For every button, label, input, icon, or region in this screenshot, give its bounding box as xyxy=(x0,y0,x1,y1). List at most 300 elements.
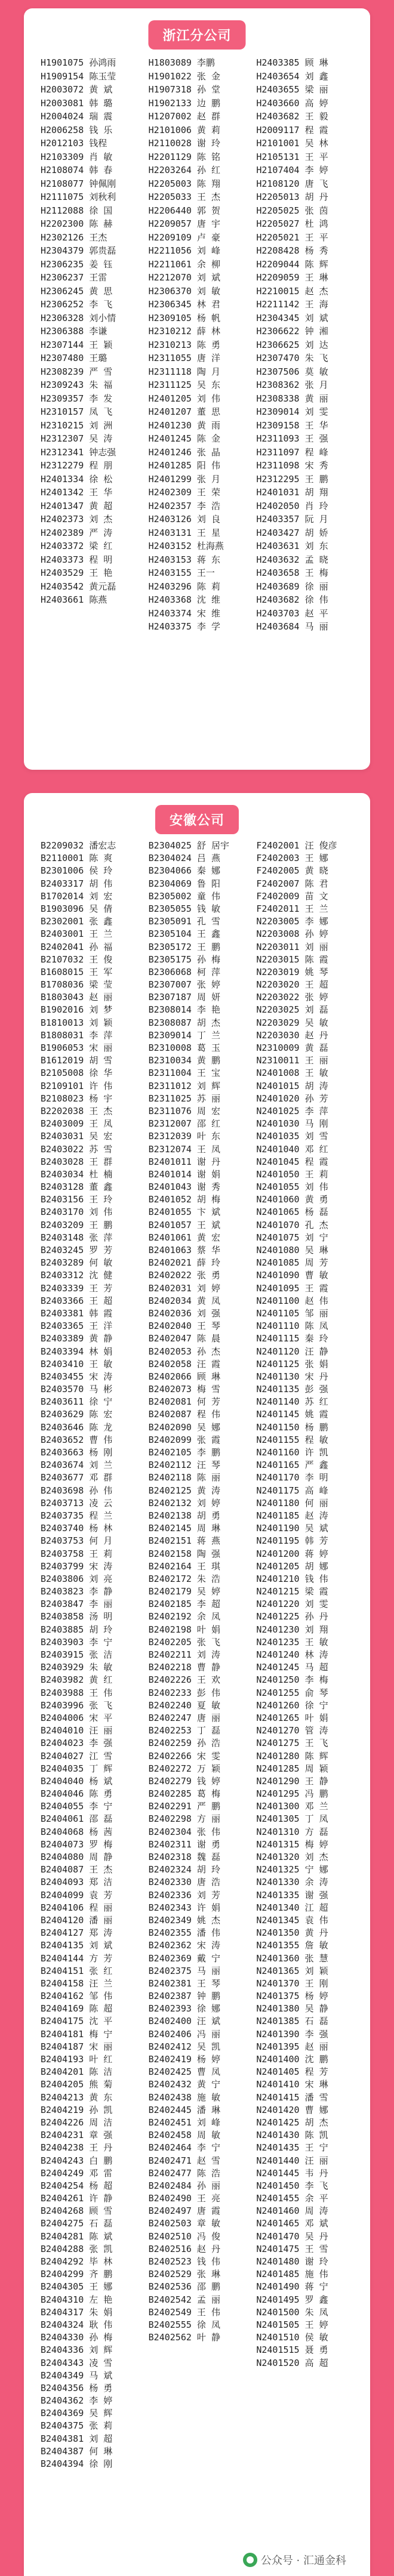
employee-entry: N2401090 曹 敏 xyxy=(256,1270,328,1281)
employee-entry: N2401040 邓 红 xyxy=(256,1143,328,1155)
employee-entry: B2402172 朱 浩 xyxy=(148,1573,220,1584)
employee-entry: B2404120 潘 丽 xyxy=(41,1914,113,1926)
employee-entry: B2308014 李 艳 xyxy=(148,1004,220,1016)
employee-entry: H2012103 钱程 xyxy=(41,138,107,149)
employee-entry: B2402192 余 凤 xyxy=(148,1611,220,1622)
employee-entry: B2402158 陶 强 xyxy=(148,1548,220,1559)
employee-entry: N2401140 苏 红 xyxy=(256,1396,328,1408)
employee-entry: N2401120 汪 静 xyxy=(256,1346,328,1357)
employee-entry: B2304066 秦 娜 xyxy=(148,865,220,877)
employee-entry: N2401080 吴 琳 xyxy=(256,1245,328,1255)
employee-entry: B2402259 孙 浩 xyxy=(148,1738,220,1749)
employee-entry: B2109101 许 伟 xyxy=(41,1080,113,1091)
employee-entry: N2401190 吴 斌 xyxy=(256,1523,328,1534)
employee-entry: B2404061 邵 磊 xyxy=(41,1813,113,1825)
employee-entry: N2401125 张 娟 xyxy=(256,1358,328,1369)
employee-entry: H2401245 陈 金 xyxy=(148,433,220,444)
employee-entry: H2402309 王 荣 xyxy=(148,487,220,498)
employee-entry: B2403365 王 洋 xyxy=(41,1321,113,1332)
employee-entry: H2211056 刘 峰 xyxy=(148,245,220,256)
employee-entry: H2311125 吴 东 xyxy=(148,380,220,390)
employee-entry: N2401340 江 超 xyxy=(256,1902,328,1913)
employee-entry: H2101001 吴 林 xyxy=(256,138,328,149)
employee-entry: N2401520 高 超 xyxy=(256,2357,328,2368)
employee-entry: B2403646 陈 龙 xyxy=(41,1421,113,1433)
employee-entry: B2108023 杨 宇 xyxy=(41,1093,113,1104)
employee-entry: B2403758 王 莉 xyxy=(41,1548,113,1559)
employee-entry: N2203005 李 娜 xyxy=(256,916,328,927)
employee-entry: H2009117 程 霞 xyxy=(256,124,328,135)
employee-entry: H2402373 刘 杰 xyxy=(41,514,113,525)
employee-entry: B2402400 汪 斌 xyxy=(148,2016,220,2027)
employee-entry: B2404317 朱 娟 xyxy=(41,2306,113,2318)
employee-entry: N2401250 李 梅 xyxy=(256,1674,328,1686)
employee-entry: H2403542 黄元磊 xyxy=(41,581,116,592)
employee-entry: B1803043 赵 丽 xyxy=(41,992,113,1003)
wechat-icon xyxy=(243,2553,257,2567)
employee-entry: B1906053 宋 丽 xyxy=(41,1042,113,1053)
employee-entry xyxy=(149,2445,246,2458)
employee-entry: B2402073 梅 雪 xyxy=(148,1384,220,1395)
employee-entry: H2306370 刘 敏 xyxy=(148,285,220,297)
employee-entry: B2403394 林 娟 xyxy=(41,1346,113,1357)
employee-entry: N2401050 王 莉 xyxy=(256,1168,328,1180)
employee-entry: B2402105 李 鹏 xyxy=(148,1447,220,1458)
employee-entry: H2312279 程 朋 xyxy=(41,460,113,471)
employee-entry: H2311118 陶 月 xyxy=(148,366,220,377)
employee-entry xyxy=(149,2382,246,2395)
employee-entry xyxy=(149,2407,246,2420)
watermark-text: 公众号 · 汇通金科 xyxy=(260,2555,346,2567)
employee-entry: B2209032 潘宏志 xyxy=(41,840,116,851)
employee-entry: B2404288 张 凯 xyxy=(41,2243,113,2254)
employee-entry xyxy=(149,2433,246,2445)
employee-entry: H2403684 马 丽 xyxy=(256,621,328,632)
employee-entry: H2205003 陈 翔 xyxy=(148,178,220,189)
employee-entry: H2208428 杨 秀 xyxy=(256,245,328,256)
employee-entry: N2401210 钱 伟 xyxy=(256,1573,328,1584)
employee-entry: B2402432 黄 宁 xyxy=(148,2079,220,2090)
employee-entry: H2110028 谢 玲 xyxy=(148,138,220,149)
employee-entry: B2311025 苏 丽 xyxy=(148,1093,220,1104)
employee-entry: B2404231 章 强 xyxy=(41,2130,113,2141)
employee-entry: B2404213 黄 东 xyxy=(41,2091,113,2103)
employee-entry: B2404336 刘 辉 xyxy=(41,2344,113,2356)
employee-entry: B2404080 周 静 xyxy=(41,1852,113,1862)
employee-entry: B2402031 刘 婷 xyxy=(148,1282,220,1294)
employee-entry: N2401230 刘 翔 xyxy=(256,1624,328,1635)
employee-entry: H2205021 王 平 xyxy=(256,232,328,243)
employee-entry: N2401430 陈 凯 xyxy=(256,2130,328,2141)
employee-entry: N2401185 赵 涛 xyxy=(256,1510,328,1521)
employee-entry: H1907318 孙 堂 xyxy=(148,84,220,95)
employee-entry: B2402090 吴 娜 xyxy=(148,1421,220,1433)
employee-entry: H2403529 王 艳 xyxy=(41,567,113,578)
employee-entry: N2401485 施 伟 xyxy=(256,2269,328,2280)
employee-entry: H2403155 王一 xyxy=(148,567,215,578)
employee-entry: H2403373 程 明 xyxy=(41,554,113,565)
employee-entry: N2401355 詹 敏 xyxy=(256,1940,328,1951)
employee-entry: B2402451 刘 峰 xyxy=(148,2117,220,2128)
employee-entry: B2402536 邵 鹏 xyxy=(148,2281,220,2293)
employee-entry: H2312295 王 鹏 xyxy=(256,473,328,485)
employee-entry: H2205033 王 杰 xyxy=(148,192,220,202)
employee-entry: B2403381 韩 霞 xyxy=(41,1307,113,1319)
employee-entry: B2402053 孙 杰 xyxy=(148,1346,220,1357)
employee-entry: H2205027 杜 鸿 xyxy=(256,218,328,229)
employee-entry: B2404381 刘 超 xyxy=(41,2433,113,2444)
employee-entry xyxy=(149,2395,246,2407)
employee-entry: N2203029 吴 敏 xyxy=(256,1017,328,1028)
employee-entry: B2402529 张 琳 xyxy=(148,2269,220,2280)
employee-entry: B2307187 周 妍 xyxy=(148,992,220,1003)
employee-entry: B2403663 杨 刚 xyxy=(41,1447,113,1458)
employee-entry: N2401235 王 敏 xyxy=(256,1636,328,1648)
employee-entry: H2401347 黄 超 xyxy=(41,500,113,511)
employee-entry: H2403703 赵 平 xyxy=(256,607,328,619)
employee-entry: B2403713 凌 云 xyxy=(41,1497,113,1508)
employee-entry: N2401045 程 霞 xyxy=(256,1156,328,1167)
employee-entry: N2401075 刘 宁 xyxy=(256,1232,328,1243)
employee-entry: B2402549 王 伟 xyxy=(148,2306,220,2318)
employee-entry: B2403847 李 丽 xyxy=(41,1599,113,1610)
employee-entry: B1810013 刘 颖 xyxy=(41,1017,113,1028)
employee-entry: H2004024 瑞 震 xyxy=(41,111,113,122)
employee-entry: B2402304 张 伟 xyxy=(148,1826,220,1837)
employee-entry: B2404073 罗 梅 xyxy=(41,1838,113,1850)
employee-entry: B2402516 赵 丹 xyxy=(148,2243,220,2254)
employee-entry: B2403028 王 群 xyxy=(41,1156,113,1167)
anhui-card xyxy=(24,793,370,2576)
employee-entry: B2403366 王 超 xyxy=(41,1295,113,1306)
employee-entry: B2307007 张 婷 xyxy=(148,979,220,991)
employee-entry: B2403903 李 宁 xyxy=(41,1636,113,1648)
employee-entry: N2401225 孙 丹 xyxy=(256,1611,328,1622)
employee-entry: N2401150 杨 鹏 xyxy=(256,1421,328,1433)
employee-entry: B2402471 赵 雪 xyxy=(148,2155,220,2166)
employee-entry: H2403632 孟 晓 xyxy=(256,554,328,565)
employee-entry: H2403682 王 毅 xyxy=(256,111,328,122)
employee-entry: H2306237 王雷 xyxy=(41,272,107,283)
employee-entry: N2401425 胡 杰 xyxy=(256,2117,328,2128)
employee-entry: B2404205 熊 菊 xyxy=(41,2079,113,2090)
employee-entry: B2403823 李 静 xyxy=(41,1586,113,1597)
employee-entry: H2403296 陈 莉 xyxy=(148,581,220,592)
employee-entry: B2402036 刘 强 xyxy=(148,1307,220,1319)
employee-entry: H2312307 吴 涛 xyxy=(41,433,113,444)
employee-entry: H2306345 林 君 xyxy=(148,299,220,310)
employee-entry xyxy=(256,2370,353,2382)
employee-entry: B2403245 罗 芳 xyxy=(41,1245,113,1255)
employee-entry: B2403982 黄 红 xyxy=(41,1674,113,1686)
employee-entry: H2310213 陈 勇 xyxy=(148,339,220,350)
employee-entry: H2309105 杨 帆 xyxy=(148,312,220,323)
employee-entry: H2302126 王杰 xyxy=(41,232,107,243)
employee-entry: N2401155 程 敏 xyxy=(256,1434,328,1445)
employee-entry: B2402503 章 敏 xyxy=(148,2218,220,2229)
employee-entry: H2310215 刘 洲 xyxy=(41,419,113,431)
employee-entry: H2306622 钟 湘 xyxy=(256,326,328,337)
employee-entry: N2203022 张 婷 xyxy=(256,992,328,1003)
employee-entry: H2311098 宋 秀 xyxy=(256,460,328,471)
employee-entry: N2401220 刘 雯 xyxy=(256,1599,328,1610)
zhejiang-card xyxy=(24,8,370,770)
employee-entry: B2403389 黄 静 xyxy=(41,1333,113,1344)
employee-entry: H2306245 黄 思 xyxy=(41,285,113,297)
employee-entry: B2402022 张 勇 xyxy=(148,1270,220,1281)
employee-entry: H2311097 程 峰 xyxy=(256,446,328,458)
employee-entry: B2402445 潘 琳 xyxy=(148,2104,220,2115)
employee-entry: B2402226 王 欢 xyxy=(148,1674,220,1686)
employee-entry: H2403631 刘 东 xyxy=(256,541,328,551)
employee-entry: B2402497 唐 霞 xyxy=(148,2205,220,2217)
employee-entry: B2404158 汪 兰 xyxy=(41,1977,113,1989)
employee-entry: N2203019 姚 琴 xyxy=(256,966,328,977)
employee-entry xyxy=(256,2433,353,2445)
employee-entry: H1901022 张 金 xyxy=(148,70,220,82)
employee-entry: B2402272 万 颖 xyxy=(148,1763,220,1774)
employee-entry: B2403677 邓 群 xyxy=(41,1472,113,1483)
employee-entry: B2403156 王 玲 xyxy=(41,1194,113,1205)
employee-entry: H2403126 刘 良 xyxy=(148,514,220,525)
employee-entry: B2403148 张 萍 xyxy=(41,1232,113,1243)
employee-entry xyxy=(149,2344,246,2356)
employee-entry: B2403652 曹 伟 xyxy=(41,1434,113,1445)
employee-entry: H2105131 王 平 xyxy=(256,151,328,162)
employee-entry: B2403799 宋 涛 xyxy=(41,1560,113,1572)
employee-entry: B2402218 曹 静 xyxy=(148,1662,220,1673)
employee-entry: H2209059 王 琳 xyxy=(256,272,328,283)
employee-entry: B2402562 叶 静 xyxy=(148,2332,220,2343)
employee-entry: B2401011 谢 丹 xyxy=(148,1156,220,1167)
employee-entry: B2404040 杨 斌 xyxy=(41,1775,113,1787)
employee-entry: B2404144 方 芳 xyxy=(41,1952,113,1964)
employee-entry: H2108074 韩 春 xyxy=(41,165,113,175)
employee-entry: B2404349 马 斌 xyxy=(41,2370,113,2381)
employee-entry: H2306388 李谦 xyxy=(41,326,107,337)
employee-entry: N2401160 许 凯 xyxy=(256,1447,328,1458)
employee-entry: B2402112 汪 琴 xyxy=(148,1460,220,1471)
employee-entry: N2401400 沈 鹏 xyxy=(256,2054,328,2065)
employee-entry: B2402318 魏 磊 xyxy=(148,1852,220,1862)
employee-entry: B2403031 吴 宏 xyxy=(41,1131,113,1142)
employee-entry: N2203020 王 超 xyxy=(256,979,328,991)
employee-entry: H2401207 董 思 xyxy=(148,406,220,417)
employee-entry: B2404046 陈 勇 xyxy=(41,1788,113,1800)
employee-entry: B2305104 王 鑫 xyxy=(148,928,220,940)
employee-entry: B2402425 曹 凤 xyxy=(148,2066,220,2078)
employee-entry: H1901075 孙鸿雨 xyxy=(41,57,116,68)
employee-entry xyxy=(256,2407,353,2420)
employee-entry: B2304024 吕 燕 xyxy=(148,853,220,864)
employee-entry: H2307144 王 颖 xyxy=(41,339,113,350)
employee-entry: H2401031 胡 翔 xyxy=(256,487,328,498)
employee-entry: B2308087 胡 杰 xyxy=(148,1017,220,1028)
employee-entry: N2401465 邓 斌 xyxy=(256,2218,328,2229)
employee-entry xyxy=(256,2382,353,2395)
employee-entry: N2401255 俞 琴 xyxy=(256,1687,328,1698)
employee-entry: B2404087 王 杰 xyxy=(41,1864,113,1875)
employee-entry: N2401450 李 飞 xyxy=(256,2180,328,2191)
employee-entry: B2403001 王 兰 xyxy=(41,928,113,940)
employee-entry: H2309158 王 华 xyxy=(256,419,328,431)
employee-entry: B2310008 葛 玉 xyxy=(148,1042,220,1053)
employee-entry: H2211142 王 海 xyxy=(256,299,328,310)
employee-entry: H2402050 肖 玲 xyxy=(256,500,328,511)
employee-entry: H2201129 陈 铭 xyxy=(148,151,220,162)
employee-entry xyxy=(149,2458,246,2470)
employee-entry: H2003081 韩 璐 xyxy=(41,97,113,109)
employee-entry: H2403131 王 星 xyxy=(148,527,220,538)
employee-entry: H2403372 梁 红 xyxy=(41,541,113,551)
employee-entry: H2304345 刘 斌 xyxy=(256,312,328,323)
employee-entry: H2401342 王 华 xyxy=(41,487,113,498)
employee-entry: B2404305 王 娜 xyxy=(41,2281,113,2293)
employee-entry: B2402542 孟 丽 xyxy=(148,2294,220,2305)
employee-entry: N2401280 陈 辉 xyxy=(256,1750,328,1761)
employee-entry: H2304379 郭贵磊 xyxy=(41,245,116,256)
employee-entry: B2403009 王 凤 xyxy=(41,1118,113,1130)
employee-entry: H2210015 赵 杰 xyxy=(256,285,328,297)
anhui-name-list xyxy=(41,840,353,2565)
employee-entry: B2404201 陈 洁 xyxy=(41,2066,113,2078)
employee-entry: H2212070 刘 斌 xyxy=(148,272,220,283)
employee-entry xyxy=(41,607,138,621)
employee-entry: B2402145 周 琳 xyxy=(148,1523,220,1534)
employee-entry: H2401205 刘 伟 xyxy=(148,393,220,404)
employee-entry: H2111075 刘秋利 xyxy=(41,192,116,202)
employee-entry: H2310212 薛 林 xyxy=(148,326,220,337)
employee-entry: F2402009 苗 文 xyxy=(256,890,328,902)
employee-entry: H2312341 钟志强 xyxy=(41,446,116,458)
employee-entry: H2401334 徐 松 xyxy=(41,473,113,485)
employee-entry: H1902133 边 鹏 xyxy=(148,97,220,109)
employee-entry: F2402011 王 兰 xyxy=(256,903,328,914)
employee-entry: B1608015 王 军 xyxy=(41,966,113,977)
employee-entry: B2301006 侯 玲 xyxy=(41,865,113,877)
zhejiang-title: 浙江分公司 xyxy=(148,20,245,50)
employee-entry: H2401299 张 月 xyxy=(148,473,220,485)
employee-entry: B2404169 陈 超 xyxy=(41,2003,113,2014)
employee-entry: B2404330 孙 梅 xyxy=(41,2332,113,2343)
employee-entry: B2403929 朱 敏 xyxy=(41,1662,113,1673)
employee-entry: B1702014 刘 宏 xyxy=(41,890,113,902)
employee-entry: B2404324 耿 伟 xyxy=(41,2319,113,2330)
employee-entry: N2401380 吴 静 xyxy=(256,2003,328,2014)
employee-entry: H2310157 凤 飞 xyxy=(41,406,113,417)
employee-entry: B2403317 胡 伟 xyxy=(41,878,113,889)
employee-entry: B2402343 许 娟 xyxy=(148,1902,220,1913)
employee-entry: B2402412 吴 凯 xyxy=(148,2041,220,2052)
employee-entry: N2401515 聂 勇 xyxy=(256,2344,328,2356)
employee-entry: H2307470 朱 飞 xyxy=(256,353,328,363)
employee-entry: N2203015 陈 霞 xyxy=(256,954,328,965)
employee-entry: H1207002 赵 群 xyxy=(148,111,220,122)
employee-entry: B2402205 张 飞 xyxy=(148,1636,220,1648)
employee-entry: B2404027 江 雪 xyxy=(41,1750,113,1761)
zhejiang-name-list xyxy=(41,56,353,759)
employee-entry: B2404375 张 莉 xyxy=(41,2420,113,2432)
anhui-title: 安徽公司 xyxy=(155,805,239,834)
employee-entry: B2404362 李 婷 xyxy=(41,2395,113,2407)
employee-entry: N2401300 邓 兰 xyxy=(256,1801,328,1812)
employee-entry: N2401410 宋 琳 xyxy=(256,2079,328,2090)
employee-entry: N2401365 刘 颖 xyxy=(256,1965,328,1976)
employee-entry: B2404281 陈 斌 xyxy=(41,2231,113,2242)
employee-entry: B2402253 丁 磊 xyxy=(148,1725,220,1736)
employee-entry: B2403611 徐 宁 xyxy=(41,1396,113,1408)
employee-entry: B2402419 杨 婷 xyxy=(148,2054,220,2065)
employee-entry: N2401270 管 涛 xyxy=(256,1725,328,1736)
employee-entry: B2402477 陈 浩 xyxy=(148,2167,220,2179)
employee-entry: B2402458 周 敏 xyxy=(148,2130,220,2141)
employee-entry: B2402034 黄 凤 xyxy=(148,1295,220,1306)
employee-entry: H2309357 李 发 xyxy=(41,393,113,404)
employee-entry: H2209057 唐 宇 xyxy=(148,218,220,229)
employee-entry: N2310011 王 丽 xyxy=(256,1055,328,1066)
employee-entry: N2401305 丁 凤 xyxy=(256,1813,328,1825)
employee-entry: H2403153 蒋 东 xyxy=(148,554,220,565)
employee-entry: B2304069 鲁 阳 xyxy=(148,878,220,889)
employee-entry: B2404299 齐 鹏 xyxy=(41,2269,113,2280)
employee-entry: N2401455 余 平 xyxy=(256,2193,328,2204)
employee-entry: B2305175 孙 梅 xyxy=(148,954,220,965)
employee-entry: B2403996 张 飞 xyxy=(41,1699,113,1711)
employee-entry: B2404243 白 鹏 xyxy=(41,2155,113,2166)
employee-entry: B2404006 宋 平 xyxy=(41,1712,113,1723)
employee-entry: B2403312 沈 健 xyxy=(41,1270,113,1281)
employee-entry: B2404261 许 静 xyxy=(41,2193,113,2204)
employee-entry: N2401370 王 刚 xyxy=(256,1977,328,1989)
employee-entry: B1708036 梁 莹 xyxy=(41,979,113,991)
employee-entry: B2305091 孔 雪 xyxy=(148,916,220,927)
employee-entry: B2401061 黄 宏 xyxy=(148,1232,220,1243)
employee-entry: B2402099 张 霞 xyxy=(148,1434,220,1445)
employee-entry: B2404035 丁 辉 xyxy=(41,1763,113,1774)
employee-entry: B2402393 徐 娜 xyxy=(148,2003,220,2014)
employee-entry: H2306252 李 飞 xyxy=(41,299,113,310)
employee-entry: B2403674 刘 兰 xyxy=(41,1460,113,1471)
employee-entry: B2402324 胡 玲 xyxy=(148,1864,220,1875)
employee-entry: N2401345 袁 伟 xyxy=(256,1914,328,1926)
employee-entry: N2401115 秦 玲 xyxy=(256,1333,328,1344)
employee-entry: B2312074 王 凤 xyxy=(148,1143,220,1155)
employee-entry: N2401325 宁 娜 xyxy=(256,1864,328,1875)
employee-entry: B2404010 汪 丽 xyxy=(41,1725,113,1736)
employee-entry: B2401055 卞 斌 xyxy=(148,1207,220,1218)
employee-entry: H2403385 顾 琳 xyxy=(256,57,328,68)
employee-entry: N2401260 徐 宁 xyxy=(256,1699,328,1711)
employee-entry: N2401390 李 强 xyxy=(256,2028,328,2040)
employee-entry: B2305172 王 鹏 xyxy=(148,941,220,952)
employee-entry: N2401175 高 峰 xyxy=(256,1485,328,1496)
employee-entry: B2404343 凌 雪 xyxy=(41,2357,113,2368)
employee-entry: B2402125 黄 涛 xyxy=(148,1485,220,1496)
employee-entry: B2403339 王 芳 xyxy=(41,1282,113,1294)
employee-entry: B2302001 张 鑫 xyxy=(41,916,113,927)
employee-entry: N2401490 蒋 宁 xyxy=(256,2281,328,2293)
employee-entry: B2402198 叶 娟 xyxy=(148,1624,220,1635)
employee-entry: B2404127 郑 涛 xyxy=(41,1927,113,1939)
employee-entry: B1808031 李 萍 xyxy=(41,1029,113,1041)
employee-entry: B2402336 刘 芳 xyxy=(148,1889,220,1901)
employee-entry: N2401495 罗 鑫 xyxy=(256,2294,328,2305)
employee-entry: B2105008 徐 华 xyxy=(41,1068,113,1079)
employee-entry: B2310034 黄 鹏 xyxy=(148,1055,220,1066)
employee-entry: B2402330 唐 浩 xyxy=(148,1877,220,1888)
employee-entry: B2404292 毕 林 xyxy=(41,2256,113,2267)
employee-entry: H2308338 黄 丽 xyxy=(256,393,328,404)
